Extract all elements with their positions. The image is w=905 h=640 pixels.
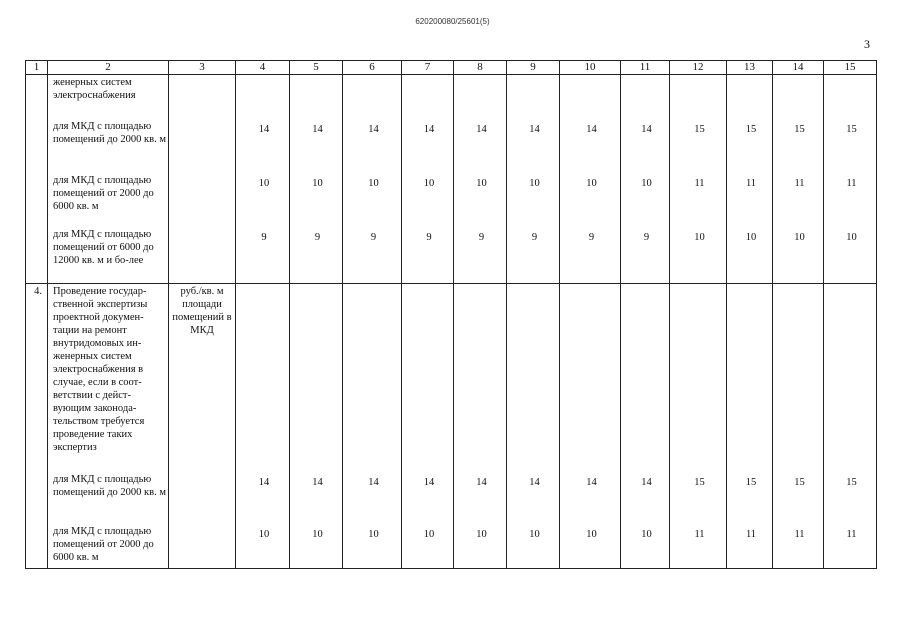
- value-cell: 10: [290, 173, 343, 227]
- header-cell: 15: [824, 61, 877, 75]
- header-cell: 1: [26, 61, 48, 75]
- value-cell: 9: [560, 227, 621, 284]
- value-cell: 11: [824, 173, 877, 227]
- value-cell: 15: [670, 119, 727, 173]
- value-cell: 11: [670, 173, 727, 227]
- value-cell: 9: [236, 227, 290, 284]
- value-cell: 10: [727, 227, 773, 284]
- header-cell: 11: [621, 61, 670, 75]
- header-cell: 8: [454, 61, 507, 75]
- header-cell: 12: [670, 61, 727, 75]
- value-cell: 10: [560, 173, 621, 227]
- row-index: 4.: [26, 284, 48, 472]
- value-cell: 11: [727, 524, 773, 569]
- value-cell: 14: [402, 472, 454, 524]
- value-cell: 14: [560, 472, 621, 524]
- value-cell: 14: [236, 119, 290, 173]
- value-cell: 15: [670, 472, 727, 524]
- row-description: для МКД с площадью помещений от 6000 до 12000 кв. м и бо-лее: [48, 227, 169, 284]
- value-cell: 11: [773, 173, 824, 227]
- value-cell: 14: [290, 119, 343, 173]
- value-cell: 14: [343, 119, 402, 173]
- table-row: [26, 227, 877, 284]
- header-cell: 9: [507, 61, 560, 75]
- value-cell: 10: [290, 524, 343, 569]
- table-row: [26, 524, 877, 569]
- header-cell: 5: [290, 61, 343, 75]
- row-description: Проведение государ-ственной экспертизы проектной докумен-тации на ремонт внутридомовых ин-женерных систем электроснабжения в случае, если в соот-ветствии с дейст-вующим законода-тельством требуется проведение таких экспертиз: [48, 284, 169, 472]
- value-cell: 15: [824, 119, 877, 173]
- value-cell: 11: [727, 173, 773, 227]
- value-cell: 15: [727, 119, 773, 173]
- row-description: женерных систем электроснабжения: [48, 75, 169, 119]
- value-cell: 10: [402, 173, 454, 227]
- value-cell: 14: [290, 472, 343, 524]
- value-cell: 10: [343, 173, 402, 227]
- value-cell: 14: [236, 472, 290, 524]
- value-cell: 10: [236, 524, 290, 569]
- table-row: [26, 119, 877, 173]
- value-cell: 15: [773, 472, 824, 524]
- document-code: 620200080/25601(5): [415, 17, 490, 26]
- value-cell: 14: [402, 119, 454, 173]
- header-cell: 4: [236, 61, 290, 75]
- header-cell: 14: [773, 61, 824, 75]
- row-description: для МКД с площадью помещений до 2000 кв. м: [48, 472, 169, 524]
- value-cell: 9: [402, 227, 454, 284]
- value-cell: 10: [454, 524, 507, 569]
- header-row: [26, 61, 877, 75]
- header-cell: 10: [560, 61, 621, 75]
- value-cell: 14: [621, 472, 670, 524]
- page-number: 3: [864, 37, 870, 51]
- table-row: [26, 472, 877, 524]
- value-cell: 14: [507, 119, 560, 173]
- value-cell: 9: [621, 227, 670, 284]
- table-row: [26, 173, 877, 227]
- value-cell: 10: [824, 227, 877, 284]
- value-cell: 14: [507, 472, 560, 524]
- tariff-table: [25, 60, 877, 569]
- value-cell: 10: [560, 524, 621, 569]
- value-cell: 15: [773, 119, 824, 173]
- value-cell: 10: [621, 173, 670, 227]
- value-cell: 9: [454, 227, 507, 284]
- row-unit: руб./кв. м площади помещений в МКД: [169, 284, 236, 472]
- header-cell: 3: [169, 61, 236, 75]
- value-cell: 11: [670, 524, 727, 569]
- value-cell: 11: [824, 524, 877, 569]
- header-cell: 6: [343, 61, 402, 75]
- table-row: [26, 75, 877, 119]
- value-cell: 10: [507, 173, 560, 227]
- value-cell: 10: [236, 173, 290, 227]
- row-description: для МКД с площадью помещений от 2000 до 6000 кв. м: [48, 524, 169, 569]
- value-cell: 15: [824, 472, 877, 524]
- header-cell: 13: [727, 61, 773, 75]
- value-cell: 9: [290, 227, 343, 284]
- value-cell: 9: [507, 227, 560, 284]
- value-cell: 11: [773, 524, 824, 569]
- value-cell: 10: [507, 524, 560, 569]
- table-row: [26, 284, 877, 472]
- value-cell: 10: [773, 227, 824, 284]
- row-description: для МКД с площадью помещений до 2000 кв. м: [48, 119, 169, 173]
- row-description: для МКД с площадью помещений от 2000 до 6000 кв. м: [48, 173, 169, 227]
- value-cell: 10: [402, 524, 454, 569]
- value-cell: 9: [343, 227, 402, 284]
- value-cell: 14: [454, 119, 507, 173]
- value-cell: 14: [560, 119, 621, 173]
- value-cell: 14: [343, 472, 402, 524]
- value-cell: 10: [670, 227, 727, 284]
- value-cell: 10: [454, 173, 507, 227]
- header-cell: 2: [48, 61, 169, 75]
- value-cell: 14: [621, 119, 670, 173]
- value-cell: 14: [454, 472, 507, 524]
- value-cell: 10: [621, 524, 670, 569]
- value-cell: 15: [727, 472, 773, 524]
- value-cell: 10: [343, 524, 402, 569]
- header-cell: 7: [402, 61, 454, 75]
